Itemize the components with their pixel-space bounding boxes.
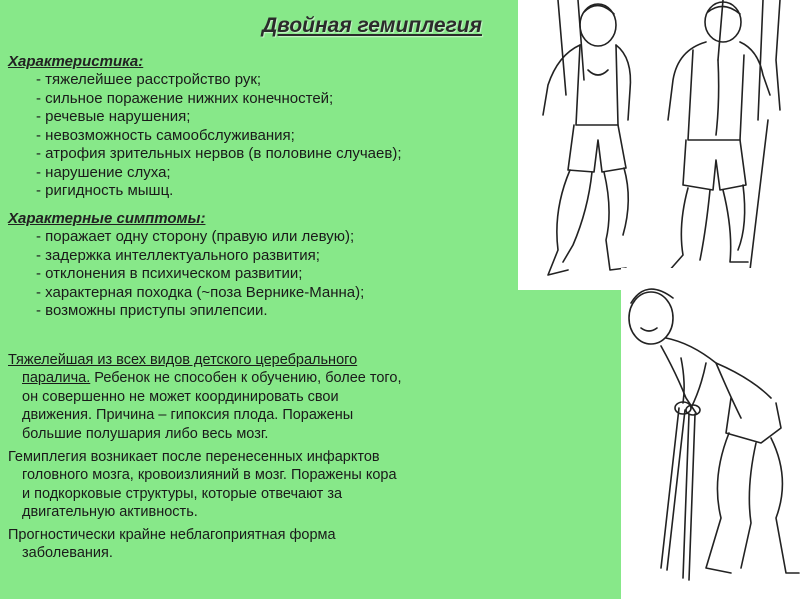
paragraph-line: Прогностически крайне неблагоприятная форма [8, 527, 336, 543]
paragraph-line: движения. Причина – гипоксия плода. Поражены [22, 407, 354, 424]
list-item: - возможны приступы эпилепсии. [36, 302, 268, 319]
list-item: - сильное поражение нижних конечностей; [36, 89, 334, 107]
list-item: - тяжелейшее расстройство рук; [36, 71, 262, 88]
paragraph-description [8, 351, 401, 443]
characteristics-list [8, 71, 402, 201]
symptoms-section [8, 210, 364, 321]
list-item: - отклонения в психическом развитии; [36, 265, 303, 282]
paragraph-line: большие полушария либо весь мозг. [22, 425, 269, 442]
symptoms-list [8, 228, 364, 321]
paragraph-line: заболевания. [22, 545, 113, 562]
paragraph-line: головного мозга, кровоизлияний в мозг. Поражены кора [22, 467, 397, 484]
illustration-child-with-canes [621, 268, 800, 599]
paragraph-line: и подкорковые структуры, которые отвечают за [22, 485, 343, 502]
paragraph-line: Гемиплегия возникает после перенесенных инфарктов [8, 449, 380, 465]
child-with-canes-drawing [621, 268, 800, 599]
page-title: Двойная гемиплегия [262, 14, 482, 37]
symptoms-heading: Характерные симптомы: [8, 210, 206, 227]
paragraph-cause [8, 448, 397, 522]
underlined-text: паралича. [22, 370, 91, 387]
list-item: - характерная походка (~поза Вернике-Манна); [36, 283, 365, 301]
paragraph-line: Тяжелейшая из всех видов детского церебрального [8, 352, 358, 368]
characteristics-section [8, 53, 402, 201]
list-item: - задержка интеллектуального развития; [36, 246, 320, 264]
list-item: - атрофия зрительных нервов (в половине случаев); [36, 145, 402, 162]
list-item: - речевые нарушения; [36, 108, 191, 125]
paragraph-line [8, 369, 401, 387]
paragraph-line: двигательную активность. [22, 504, 198, 521]
characteristics-heading: Характеристика: [8, 53, 144, 70]
illustration-standing-children [518, 0, 800, 290]
list-item: - поражает одну сторону (правую или левую); [36, 228, 355, 245]
list-item: - ригидность мышц. [36, 182, 174, 199]
paragraph-prognosis [8, 526, 336, 563]
paragraph-line: он совершенно не может координировать свои [22, 388, 339, 405]
paragraph-text: Ребенок не способен к обучению, более того, [90, 370, 402, 387]
list-item: - нарушение слуха; [36, 163, 171, 181]
list-item: - невозможность самообслуживания; [36, 126, 295, 144]
standing-children-drawing [518, 0, 800, 290]
